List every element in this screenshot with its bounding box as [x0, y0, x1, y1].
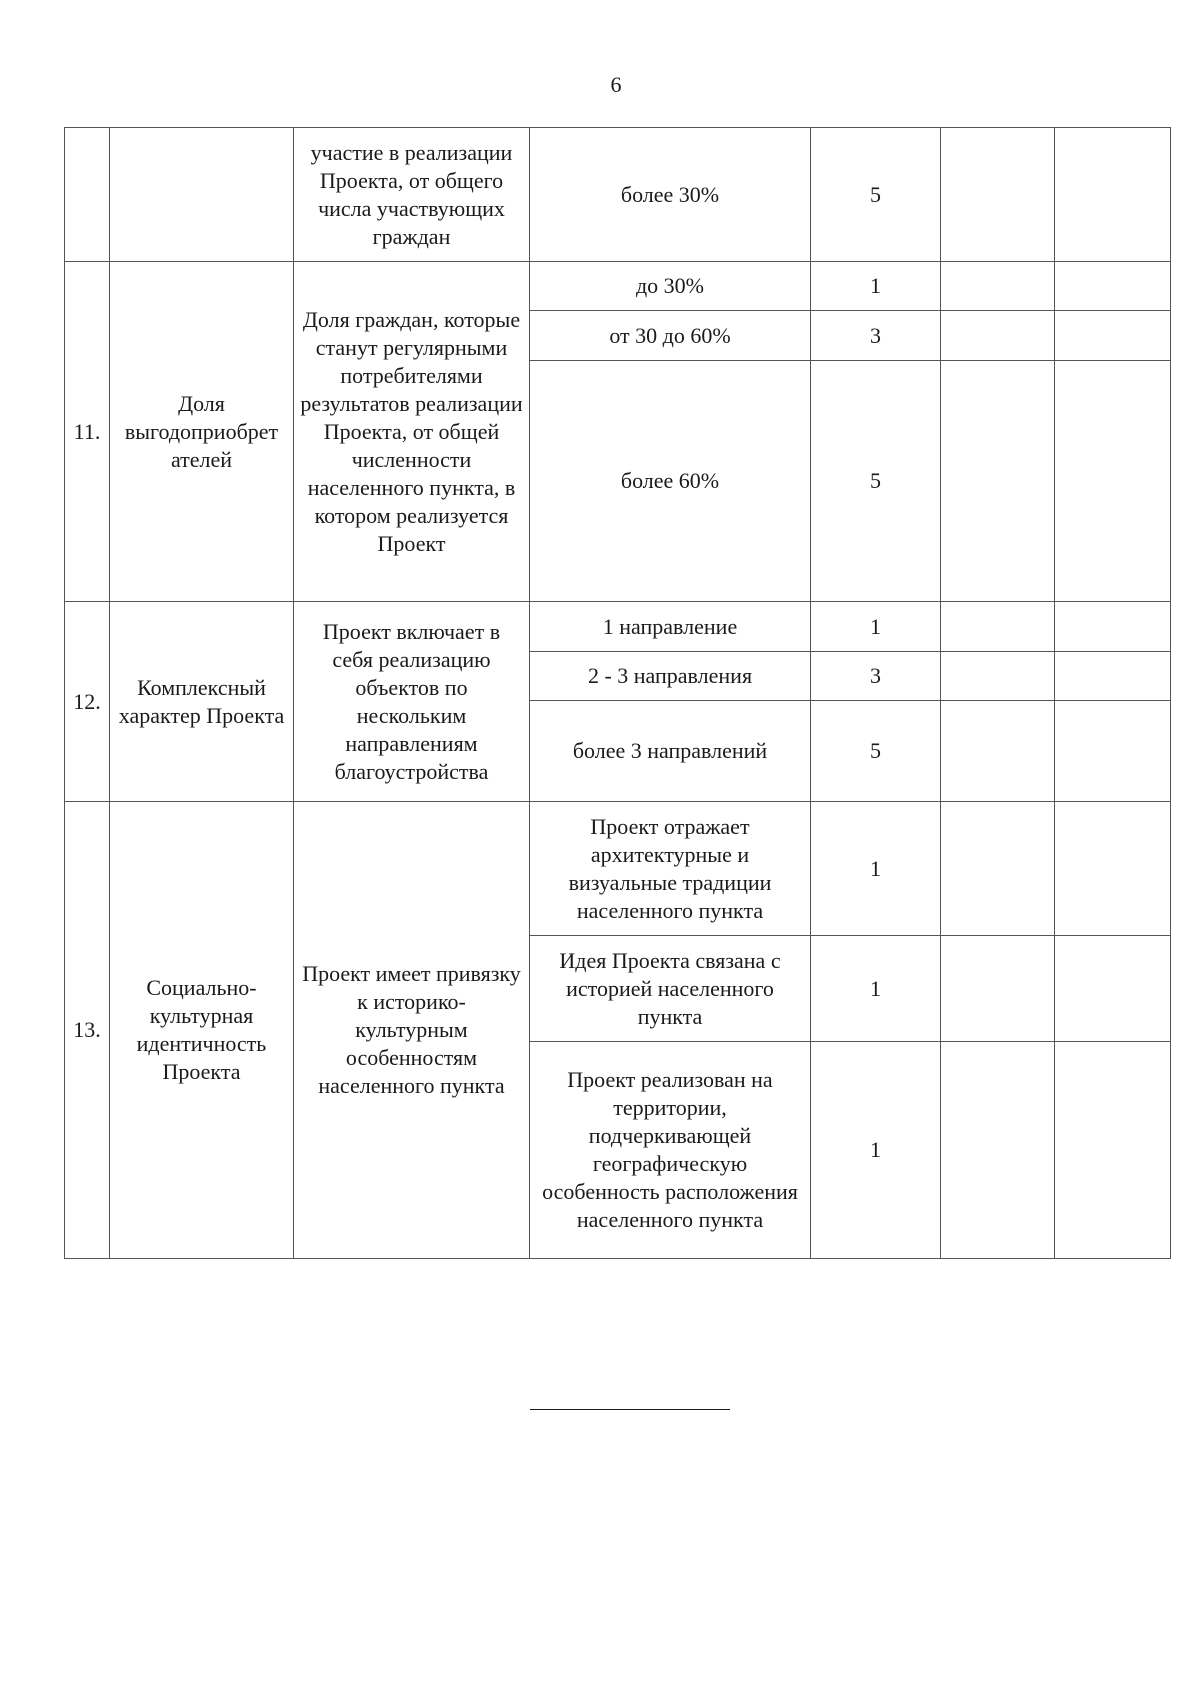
criterion-condition-cell: участие в реализации Проекта, от общего числа участвующих граждан [294, 128, 530, 262]
criterion-number-cell: 13. [65, 802, 110, 1259]
empty-cell [941, 311, 1055, 361]
empty-cell [941, 361, 1055, 602]
option-cell: Идея Проекта связана с историей населенного пункта [530, 936, 811, 1042]
criterion-condition-cell: Доля граждан, которые станут регулярными потребителями результатов реализации Проекта, от общей численности населенного пункта, в котором реализуется Проект [294, 262, 530, 602]
empty-cell [1055, 602, 1171, 652]
option-cell: Проект реализован на территории, подчеркивающей географическую особенность расположения населенного пункта [530, 1042, 811, 1259]
score-cell: 3 [811, 311, 941, 361]
empty-cell [1055, 262, 1171, 311]
table-row-continuation [65, 128, 1171, 262]
empty-cell [941, 602, 1055, 652]
criteria-table [64, 127, 1171, 1259]
empty-cell [1055, 311, 1171, 361]
score-cell: 1 [811, 262, 941, 311]
option-cell: более 60% [530, 361, 811, 602]
table-row [65, 262, 1171, 311]
score-cell: 5 [811, 701, 941, 802]
footer-divider [530, 1409, 730, 1410]
score-cell: 1 [811, 802, 941, 936]
empty-cell [1055, 128, 1171, 262]
criterion-name-cell: Доля выгодоприобрет ателей [110, 262, 294, 602]
score-cell: 1 [811, 1042, 941, 1259]
criterion-condition-cell: Проект включает в себя реализацию объектов по нескольким направлениям благоустройства [294, 602, 530, 802]
score-cell: 1 [811, 936, 941, 1042]
criterion-number-cell [65, 128, 110, 262]
empty-cell [941, 262, 1055, 311]
empty-cell [941, 936, 1055, 1042]
criterion-name-cell: Социально- культурная идентичность Проекта [110, 802, 294, 1259]
page-number: 6 [610, 72, 622, 97]
table-row [65, 802, 1171, 936]
score-cell: 1 [811, 602, 941, 652]
empty-cell [1055, 701, 1171, 802]
criterion-number-cell: 11. [65, 262, 110, 602]
option-cell: от 30 до 60% [530, 311, 811, 361]
score-cell: 5 [811, 128, 941, 262]
criterion-name-cell [110, 128, 294, 262]
option-cell: Проект отражает архитектурные и визуальные традиции населенного пункта [530, 802, 811, 936]
table-row [65, 602, 1171, 652]
score-cell: 3 [811, 652, 941, 701]
empty-cell [1055, 936, 1171, 1042]
option-cell: более 30% [530, 128, 811, 262]
empty-cell [1055, 652, 1171, 701]
option-cell: 2 - 3 направления [530, 652, 811, 701]
empty-cell [941, 802, 1055, 936]
criterion-name-cell: Комплексный характер Проекта [110, 602, 294, 802]
option-cell: до 30% [530, 262, 811, 311]
empty-cell [1055, 1042, 1171, 1259]
empty-cell [941, 652, 1055, 701]
empty-cell [1055, 802, 1171, 936]
option-cell: более 3 направлений [530, 701, 811, 802]
empty-cell [1055, 361, 1171, 602]
empty-cell [941, 128, 1055, 262]
empty-cell [941, 701, 1055, 802]
empty-cell [941, 1042, 1055, 1259]
criterion-condition-cell: Проект имеет привязку к историко- культурным особенностям населенного пункта [294, 802, 530, 1259]
criterion-number-cell: 12. [65, 602, 110, 802]
option-cell: 1 направление [530, 602, 811, 652]
score-cell: 5 [811, 361, 941, 602]
